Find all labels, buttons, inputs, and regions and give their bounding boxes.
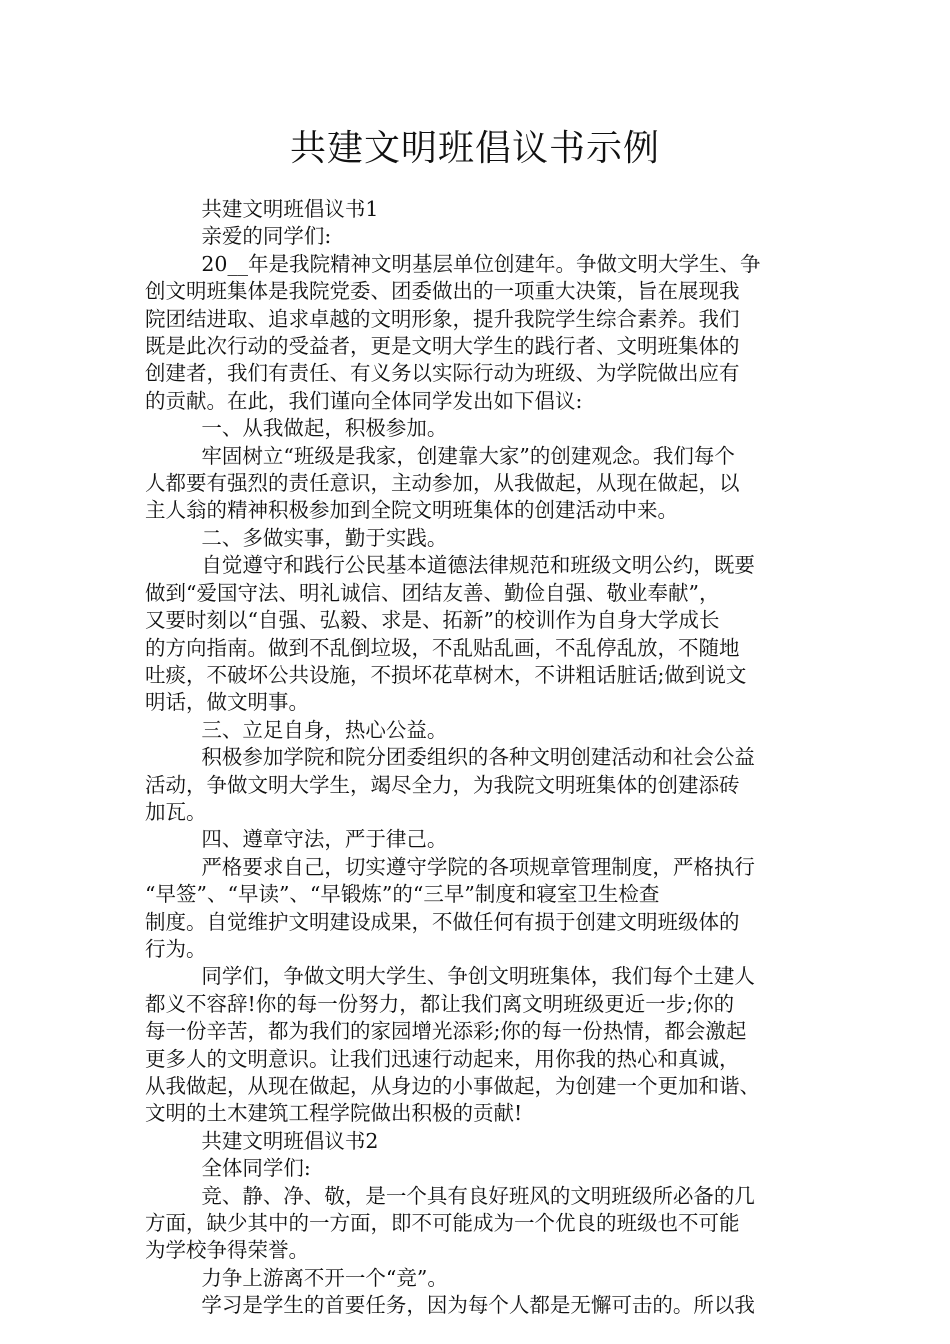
document-line: 创建者，我们有责任、有义务以实际行动为班级、为学院做出应有 — [145, 361, 740, 386]
document-line: 既是此次行动的受益者，更是文明大学生的践行者、文明班集体的 — [145, 334, 740, 359]
document-line: 从我做起，从现在做起，从身边的小事做起，为创建一个更加和谐、 — [145, 1074, 760, 1098]
document-line: 院团结进取、追求卓越的文明形象，提升我院学生综合素养。我们 — [145, 306, 740, 331]
document-line: 20__年是我院精神文明基层单位创建年。争做文明大学生、争 — [201, 251, 761, 276]
document-line: 积极参加学院和院分团委组织的各种文明创建活动和社会公益 — [201, 745, 755, 770]
document-line: 一、从我做起，积极参加。 — [201, 416, 448, 441]
document-line: 竞、静、净、敬，是一个具有良好班风的文明班级所必备的几 — [201, 1183, 755, 1208]
document-line: 文明的土木建筑工程学院做出积极的贡献! — [145, 1101, 523, 1126]
document-line: 活动，争做文明大学生，竭尽全力，为我院文明班集体的创建添砖 — [145, 772, 740, 797]
document-line: 创文明班集体是我院党委、团委做出的一项重大决策，旨在展现我 — [145, 279, 740, 304]
document-line: 制度。自觉维护文明建设成果，不做任何有损于创建文明班级体的 — [145, 909, 740, 934]
document-line: 吐痰，不破坏公共设施，不损坏花草树木，不讲粗话脏话;做到说文 — [145, 662, 747, 687]
document-line: 主人翁的精神积极参加到全院文明班集体的创建活动中来。 — [145, 498, 678, 523]
document-body — [145, 196, 809, 1320]
document-line: 明话，做文明事。 — [145, 690, 309, 715]
document-line: 人都要有强烈的责任意识，主动参加，从我做起，从现在做起，以 — [145, 471, 740, 496]
document-line: 的贡献。在此，我们谨向全体同学发出如下倡议: — [145, 388, 583, 413]
document-line: 牢固树立“班级是我家，创建靠大家”的创建观念。我们每个 — [201, 443, 735, 468]
document-line: 严格要求自己，切实遵守学院的各项规章管理制度，严格执行 — [201, 854, 755, 879]
document-line: 亲爱的同学们: — [201, 224, 332, 249]
document-line: 的方向指南。做到不乱倒垃圾，不乱贴乱画，不乱停乱放，不随地 — [145, 635, 740, 660]
document-line: 学习是学生的首要任务，因为每个人都是无懈可击的。所以我 — [201, 1293, 755, 1318]
document-line: 同学们，争做文明大学生、争创文明班集体，我们每个土建人 — [201, 964, 755, 989]
document-line: “早签”、“早读”、“早锻炼”的“三早”制度和寝室卫生检查 — [145, 882, 660, 907]
document-line: 做到“爱国守法、明礼诚信、团结友善、勤俭自强、敬业奉献”， — [145, 580, 720, 605]
document-line: 共建文明班倡议书1 — [201, 197, 379, 221]
document-line: 力争上游离不开一个“竞”。 — [201, 1265, 448, 1290]
document-line: 为学校争得荣誉。 — [145, 1238, 309, 1263]
document-line: 自觉遵守和践行公民基本道德法律规范和班级文明公约，既要 — [201, 553, 755, 578]
document-line: 方面，缺少其中的一方面，即不可能成为一个优良的班级也不可能 — [145, 1211, 740, 1236]
document-line: 都义不容辞!你的每一份努力，都让我们离文明班级更近一步;你的 — [145, 991, 735, 1016]
document-line: 三、立足自身，热心公益。 — [201, 717, 448, 742]
document-line: 更多人的文明意识。让我们迅速行动起来，用你我的热心和真诚， — [145, 1046, 740, 1071]
document-title: 共建文明班倡议书示例 — [289, 128, 660, 169]
document-line: 每一份辛苦，都为我们的家园增光添彩;你的每一份热情，都会激起 — [145, 1019, 747, 1044]
document-line: 全体同学们: — [201, 1156, 311, 1181]
document-line: 共建文明班倡议书2 — [201, 1128, 379, 1153]
document-line: 四、遵章守法，严于律己。 — [201, 827, 448, 852]
document-line: 又要时刻以“自强、弘毅、求是、拓新”的校训作为自身大学成长 — [145, 608, 720, 633]
document-line: 二、多做实事，勤于实践。 — [201, 525, 448, 550]
document-line: 行为。 — [145, 936, 207, 961]
document-line: 加瓦。 — [145, 799, 207, 824]
